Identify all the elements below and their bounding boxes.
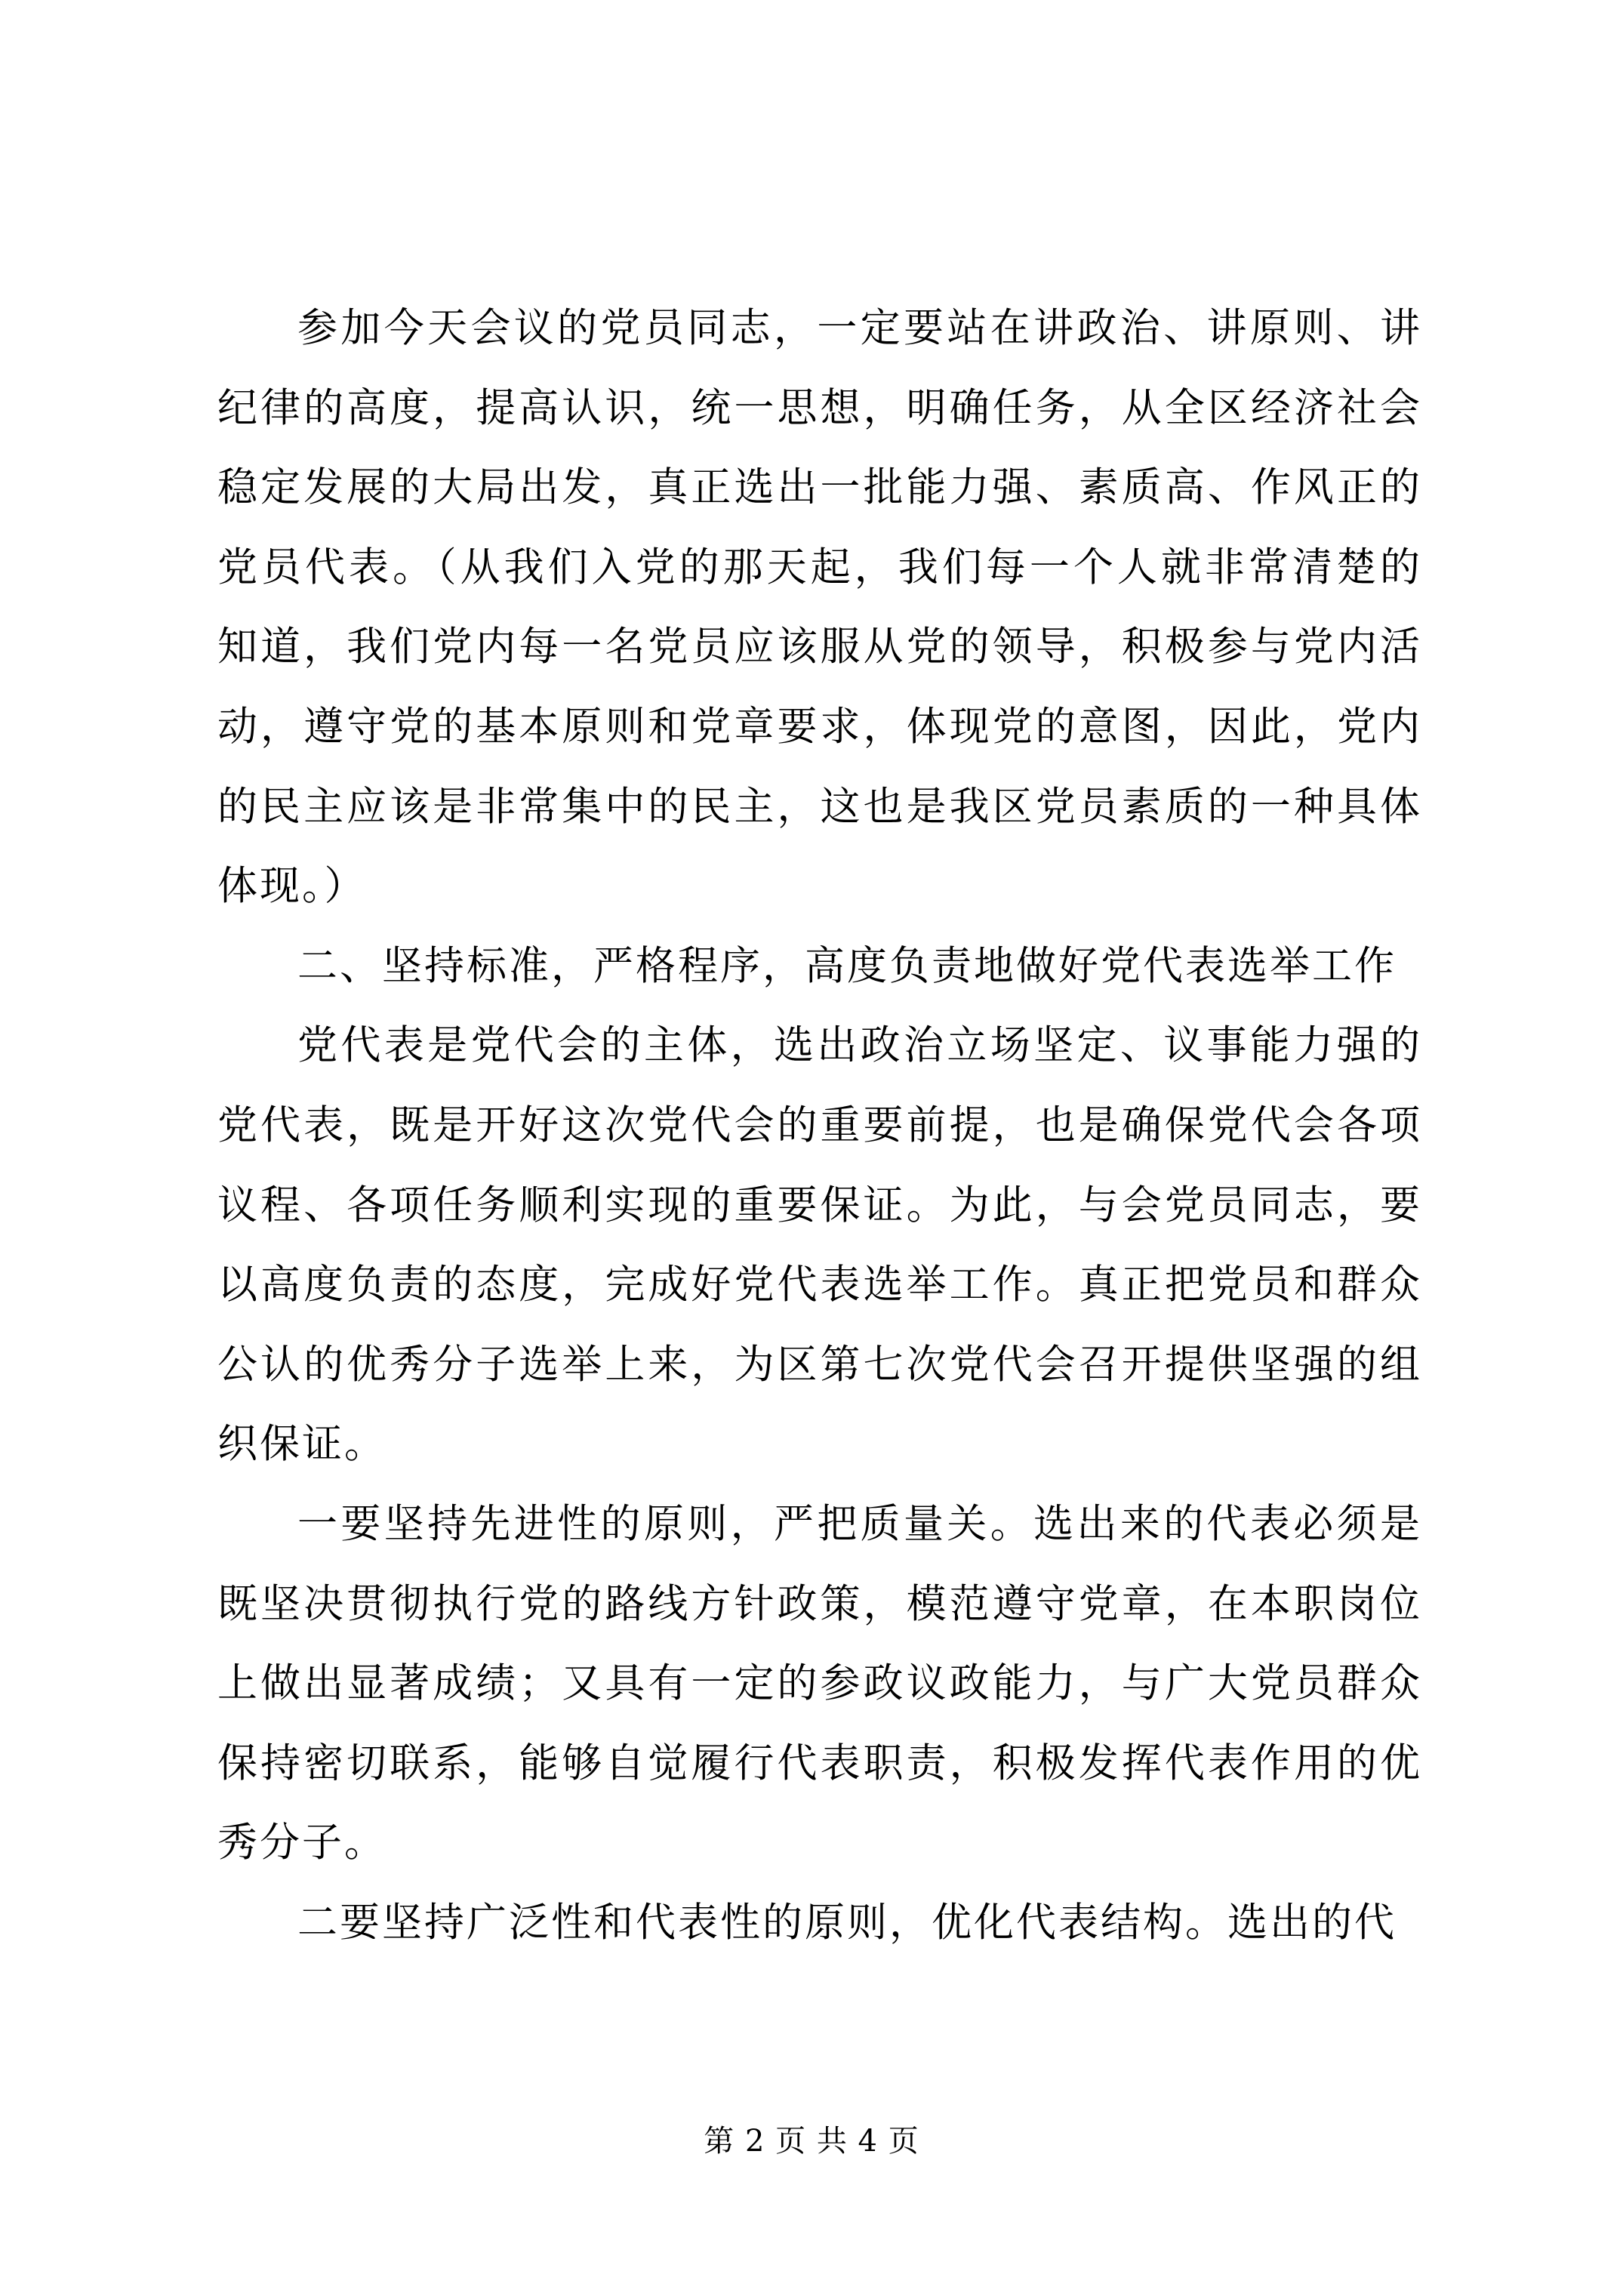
paragraph-3: 一要坚持先进性的原则，严把质量关。选出来的代表必须是既坚决贯彻执行党的路线方针政策，模范遵守党章，在本职岗位上做出显著成绩；又具有一定的参政议政能力，与广大党员群众保持密切联系，能够自觉履行代表职责，积极发挥代表作用的优秀分子。 — [217, 1500, 1422, 1866]
document-body — [217, 288, 1422, 1962]
section-heading: 二、坚持标准，严格程序，高度负责地做好党代表选举工作 — [297, 942, 1397, 989]
paragraph-1: 参加今天会议的党员同志，一定要站在讲政治、讲原则、讲纪律的高度，提高认识，统一思想，明确任务，从全区经济社会稳定发展的大局出发，真正选出一批能力强、素质高、作风正的党员代表。（从我们入党的那天起，我们每一个人就非常清楚的知道，我们党内每一名党员应该服从党的领导，积极参与党内活动，遵守党的基本原则和党章要求，体现党的意图，因此，党内的民主应该是非常集中的民主，这也是我区党员素质的一种具体体现。） — [217, 305, 1422, 910]
paragraph-4: 二要坚持广泛性和代表性的原则，优化代表结构。选出的代 — [297, 1899, 1397, 1946]
paragraph-2: 党代表是党代会的主体，选出政治立场坚定、议事能力强的党代表，既是开好这次党代会的重要前提，也是确保党代会各项议程、各项任务顺利实现的重要保证。为此，与会党员同志，要以高度负责的态度，完成好党代表选举工作。真正把党员和群众公认的优秀分子选举上来，为区第七次党代会召开提供坚强的组织保证。 — [217, 1022, 1422, 1468]
page-footer: 第 2 页 共 4 页 — [704, 2124, 919, 2159]
